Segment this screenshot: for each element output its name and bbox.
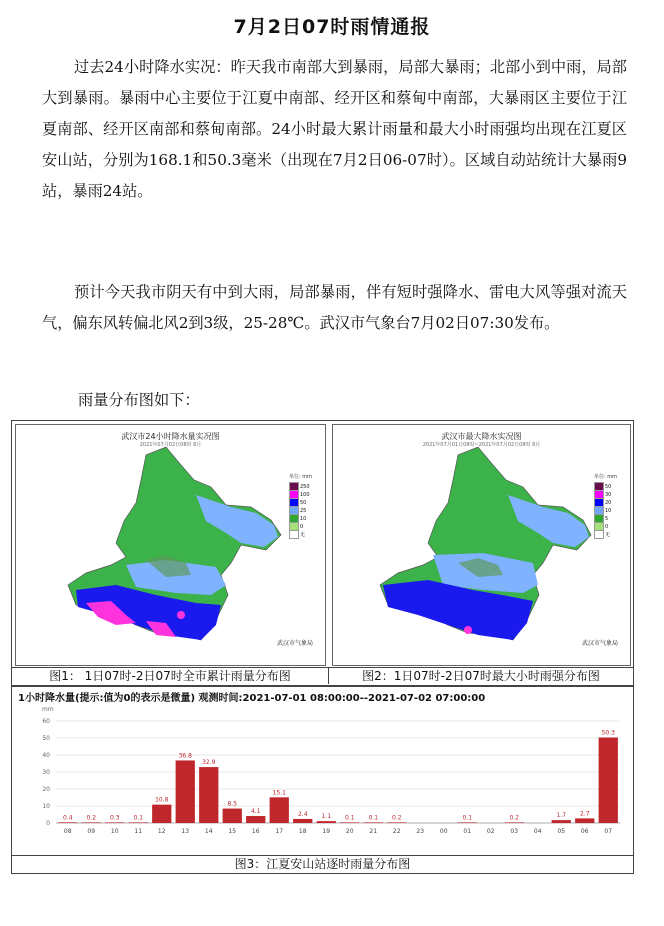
map-intro-text: 雨量分布图如下： (78, 391, 200, 409)
legend-label: 10 (605, 507, 612, 514)
x-tick-label-18: 18 (298, 828, 307, 835)
accumulated-rainfall-map (15, 424, 326, 666)
max-hourly-rainfall-map (332, 424, 631, 666)
map2-subtitle: 2021年07月01日08时~2021年07月02日08时 8月 (422, 442, 541, 448)
legend-label: 50 (300, 499, 307, 506)
x-tick-label-00: 00 (439, 828, 448, 835)
map2-legend (594, 473, 618, 538)
legend-label: 50 (605, 483, 612, 490)
legend-label: 100 (300, 491, 310, 498)
legend-row (594, 506, 618, 514)
map2-legend-title: 单位: mm (594, 474, 618, 480)
x-tick-label-14: 14 (204, 828, 213, 835)
bar-05 (552, 820, 571, 823)
map2-credit: 武汉市气象局 (581, 640, 618, 647)
bar-03 (505, 822, 524, 823)
legend-label: 30 (605, 491, 612, 498)
x-tick-label-01: 01 (463, 828, 472, 835)
chart-grid (56, 721, 620, 823)
accumulated-rainfall-map-graphic (16, 425, 325, 665)
value-label-12: 10.8 (155, 796, 169, 804)
value-label-21: 0.1 (368, 814, 379, 822)
y-tick-label: 30 (42, 769, 50, 776)
legend-label: 0 (300, 523, 304, 530)
y-tick-label: 40 (42, 752, 50, 759)
y-tick-label: 60 (42, 718, 50, 725)
forecast-paragraph: 预计今天我市阴天有中到大雨，局部暴雨，伴有短时强降水、雷电大风等强对流天气，偏东风转偏北风2到3级，25-28℃。武汉市气象台7月02日07:30发布。 (42, 283, 627, 332)
x-tick-label-13: 13 (181, 828, 190, 835)
rainfall-maps-frame (11, 420, 634, 686)
bar-13 (176, 760, 195, 823)
bar-19 (317, 821, 336, 823)
bar-10 (105, 822, 124, 823)
legend-row (289, 498, 313, 506)
chart-bars (58, 737, 618, 823)
x-tick-label-06: 06 (580, 828, 589, 835)
x-tick-label-22: 22 (392, 828, 401, 835)
value-label-07: 50.3 (601, 729, 615, 737)
x-tick-label-10: 10 (110, 828, 119, 835)
value-label-17: 15.1 (272, 789, 286, 797)
bar-20 (340, 822, 359, 823)
value-label-01: 0.1 (462, 814, 473, 822)
map2-title: 武汉市最大降水实况图 (441, 432, 522, 441)
bar-11 (129, 822, 148, 823)
legend-label: 10 (300, 515, 307, 522)
legend-row (289, 482, 313, 490)
value-label-15: 8.5 (227, 800, 238, 808)
value-label-10: 0.3 (109, 814, 120, 822)
value-label-20: 0.1 (344, 814, 355, 822)
value-label-03: 0.2 (509, 814, 520, 822)
hourly-rainfall-bar-chart (12, 687, 633, 853)
bar-18 (293, 819, 312, 823)
legend-label: 无 (300, 531, 306, 538)
value-label-16: 4.1 (250, 808, 261, 816)
figure1-caption: 图1： 1日07时-2日07时全市累计雨量分布图 (12, 667, 329, 684)
y-ticks (42, 718, 50, 827)
value-label-09: 0.2 (86, 814, 97, 822)
bar-12 (152, 805, 171, 823)
bar-14 (199, 767, 218, 823)
figure3-caption: 图3：江夏安山站逐时雨量分布图 (12, 855, 633, 873)
legend-row (594, 514, 618, 522)
y-tick-label: 10 (42, 803, 50, 810)
bar-09 (82, 822, 101, 823)
map1-legend-title: 单位: mm (289, 474, 313, 480)
x-tick-label-09: 09 (87, 828, 96, 835)
y-tick-label: 50 (42, 735, 50, 742)
bar-21 (364, 822, 383, 823)
bar-01 (458, 822, 477, 823)
legend-swatch (594, 530, 604, 539)
x-tick-label-02: 02 (486, 828, 495, 835)
x-tick-label-04: 04 (533, 828, 542, 835)
bar-22 (387, 822, 406, 823)
map1-subtitle: 2021年07月02日08时 8月 (139, 442, 202, 448)
legend-row (594, 530, 618, 538)
value-label-19: 1.1 (321, 813, 332, 821)
value-label-14: 32.9 (202, 759, 216, 767)
map1-title: 武汉市24小时降水量实况图 (121, 432, 220, 441)
legend-label: 无 (605, 531, 611, 538)
legend-row (289, 522, 313, 530)
map1-legend (289, 473, 313, 538)
x-tick-label-21: 21 (369, 828, 378, 835)
value-label-08: 0.4 (62, 814, 73, 822)
map1-credit: 武汉市气象局 (276, 640, 313, 647)
max-hourly-rainfall-map-graphic (333, 425, 630, 665)
legend-row (594, 498, 618, 506)
legend-label: 5 (605, 515, 609, 522)
value-labels (63, 729, 615, 821)
x-tick-label-03: 03 (510, 828, 519, 835)
value-label-11: 0.1 (133, 814, 144, 822)
hourly-rainfall-chart-frame (11, 686, 634, 874)
bar-08 (58, 822, 77, 823)
x-tick-label-05: 05 (557, 828, 566, 835)
legend-row (594, 490, 618, 498)
rainfall-summary-paragraph: 过去24小时降水实况：昨天我市南部大到暴雨，局部大暴雨；北部小到中雨，局部大到暴雨。暴雨中心主要位于江夏中南部、经开区和蔡甸中南部，大暴雨区主要位于江夏南部、经开区南部和蔡甸南部。24小时最大累计雨量和最大小时雨强均出现在江夏区安山站，分别为168.1和50.3毫米（出现在7月2日06-07时）。区域自动站统计大暴雨9站，暴雨24站。 (42, 58, 627, 200)
x-tick-label-07: 07 (604, 828, 613, 835)
legend-row (289, 514, 313, 522)
value-label-06: 2.7 (579, 810, 590, 818)
x-tick-label-19: 19 (322, 828, 331, 835)
y-axis-unit: mm (42, 706, 54, 713)
bar-15 (223, 809, 242, 823)
bar-07 (599, 737, 618, 823)
x-tick-label-16: 16 (251, 828, 260, 835)
x-tick-label-17: 17 (275, 828, 284, 835)
y-tick-label: 0 (46, 820, 50, 827)
legend-swatch (289, 530, 299, 539)
chart-title: 1小时降水量(提示:值为0的表示是微量) 观测时间:2021-07-01 08:00:00--2021-07-02 07:00:00 (18, 693, 486, 704)
x-ticks (64, 828, 612, 835)
bar-17 (270, 797, 289, 823)
legend-label: 25 (300, 507, 307, 514)
legend-label: 250 (300, 483, 310, 490)
bar-16 (246, 816, 265, 823)
wuhan-region-shape (68, 447, 281, 640)
legend-row (289, 506, 313, 514)
figure2-caption: 图2：1日07时-2日07时最大小时雨强分布图 (329, 667, 633, 684)
x-tick-label-20: 20 (345, 828, 354, 835)
legend-label: 0 (605, 523, 609, 530)
legend-row (594, 482, 618, 490)
value-label-22: 0.2 (391, 814, 402, 822)
page-title: 7月2日07时雨情通报 (233, 16, 431, 38)
legend-label: 20 (605, 499, 612, 506)
legend-row (289, 490, 313, 498)
legend-row (594, 522, 618, 530)
x-tick-label-08: 08 (63, 828, 72, 835)
value-label-13: 36.8 (178, 752, 192, 760)
value-label-05: 1.7 (556, 812, 567, 820)
x-tick-label-11: 11 (134, 828, 143, 835)
wuhan-region-shape (380, 447, 591, 640)
x-tick-label-12: 12 (157, 828, 166, 835)
y-tick-label: 20 (42, 786, 50, 793)
bar-06 (575, 818, 594, 823)
legend-row (289, 530, 313, 538)
value-label-18: 2.4 (297, 810, 308, 818)
x-tick-label-23: 23 (416, 828, 425, 835)
x-tick-label-15: 15 (228, 828, 237, 835)
